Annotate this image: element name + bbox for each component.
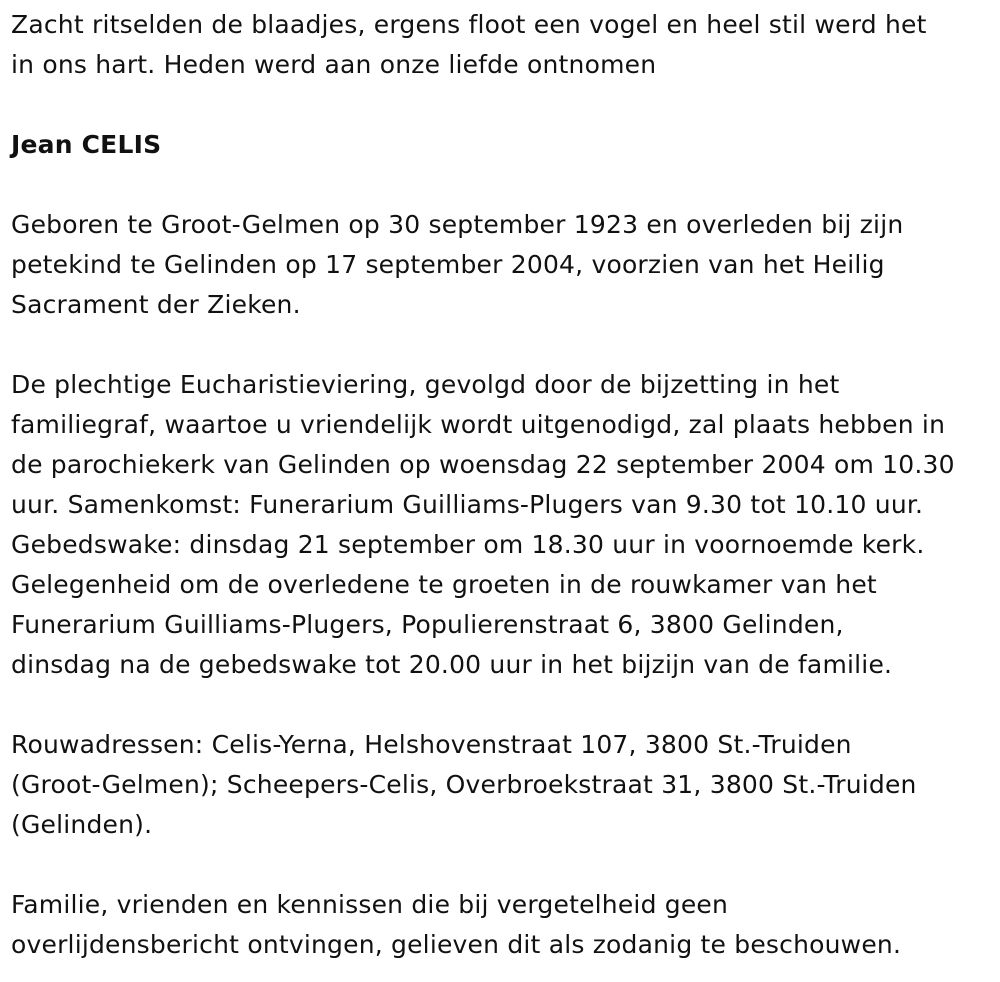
ceremony-text: De plechtige Eucharistieviering, gevolgd door de bijzetting in het familiegraf, waartoe u vriendelijk wordt uitgenodigd, zal plaats hebben in de parochiekerk van Gelinden op woensdag 22 september 2004 om 10.30 uur. Samenkomst: Funerarium Guilliams-Plugers van 9.30 tot 10.10 uur. Gebedswake: dinsdag 21 september om 18.30 uur in voornoemde kerk. Gelegenheid om de overledene te groeten in de rouwkamer van het Funerarium Guilliams-Plugers, Populierenstraat 6, 3800 Gelinden, dinsdag na de gebedswake tot 20.00 uur in het bijzijn van de familie.: [11, 370, 955, 679]
intro-text: Zacht ritselden de blaadjes, ergens floot een vogel en heel stil werd het in ons hart. Heden werd aan onze liefde ontnomen: [11, 10, 927, 79]
addresses-text: Rouwadressen: Celis-Yerna, Helshovenstraat 107, 3800 St.-Truiden (Groot-Gelmen); Scheepers-Celis, Overbroekstraat 31, 3800 St.-Truiden (Gelinden).: [11, 730, 917, 839]
birth-death-text: Geboren te Groot-Gelmen op 30 september 1923 en overleden bij zijn petekind te Gelinden op 17 september 2004, voorzien van het Heilig Sacrament der Zieken.: [11, 210, 904, 319]
death-notice: [11, 5, 996, 965]
deceased-name: Jean CELIS: [11, 130, 162, 159]
closing-text: Familie, vrienden en kennissen die bij vergetelheid geen overlijdensbericht ontvingen, gelieven dit als zodanig te beschouwen.: [11, 890, 902, 959]
